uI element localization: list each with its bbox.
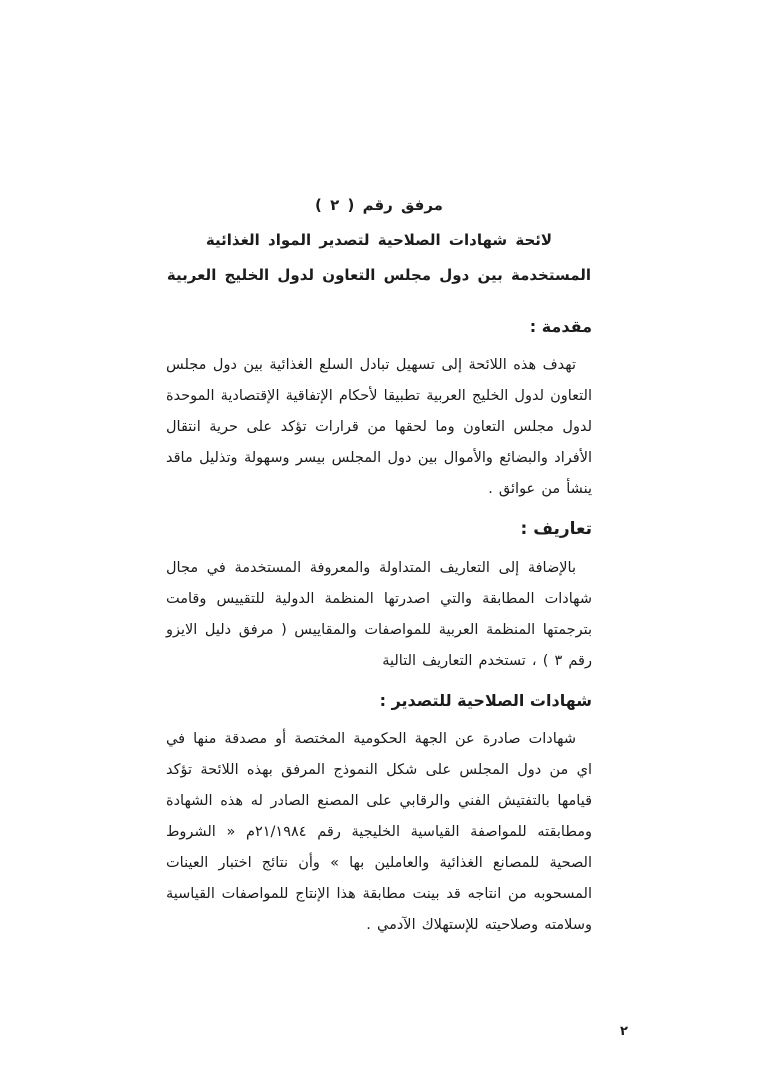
section-introduction-heading: مقدمة : — [529, 317, 592, 336]
section-export-certificates-heading: شهادات الصلاحية للتصدير : — [379, 691, 592, 710]
document-title-block — [166, 188, 592, 293]
section-definitions-heading: تعاريف : — [520, 519, 592, 539]
section-export-certificates — [166, 691, 592, 941]
document-content — [166, 188, 592, 947]
section-definitions-body: بالإضافة إلى التعاريف المتداولة والمعروفة المستخدمة في مجال شهادات المطابقة والتي اصدرتها المنظمة الدولية للتقييس وقامت بترجمتها المنظمة العربية للمواصفات والمقاييس ( مرفق دليل الايزو رقم ٣ ) ، تستخدم التعاريف التالية — [166, 560, 592, 669]
section-definitions — [166, 519, 592, 677]
section-introduction — [166, 317, 592, 505]
section-export-certificates-body: شهادات صادرة عن الجهة الحكومية المختصة أو مصدقة منها في اي من دول المجلس على شكل النموذج المرفق بهذه اللائحة تؤكد قيامها بالتفتيش الفني والرقابي على المصنع الصادر له هذه الشهادة ومطابقته للمواصفة القياسية الخليجية رقم ٢١/١٩٨٤م « الشروط الصحية للمصانع الغذائية والعاملين بها » وأن نتائج اختبار العينات المسحوبه من انتاجه قد بينت مطابقة هذا الإنتاج للمواصفات القياسية وسلامته وصلاحيته للإستهلاك الآدمي . — [166, 731, 592, 933]
title-line-regulation-name: لائحة شهادات الصلاحية لتصدير المواد الغذائية — [205, 231, 553, 249]
title-line-attachment-number: مرفق رقم ( ٢ ) — [315, 196, 443, 214]
title-line-regulation-scope: المستخدمة بين دول مجلس التعاون لدول الخليج العربية — [166, 266, 592, 284]
section-introduction-body: تهدف هذه اللائحة إلى تسهيل تبادل السلع الغذائية بين دول مجلس التعاون لدول الخليج العربية تطبيقا لأحكام الإتفاقية الإقتصادية الموحدة لدول مجلس التعاون وما لحقها من قرارات تؤكد على حرية انتقال الأفراد والبضائع والأموال بين دول المجلس بيسر وسهولة وتذليل ماقد ينشأ من عوائق . — [166, 357, 592, 497]
page-number: ٢ — [620, 1024, 628, 1039]
